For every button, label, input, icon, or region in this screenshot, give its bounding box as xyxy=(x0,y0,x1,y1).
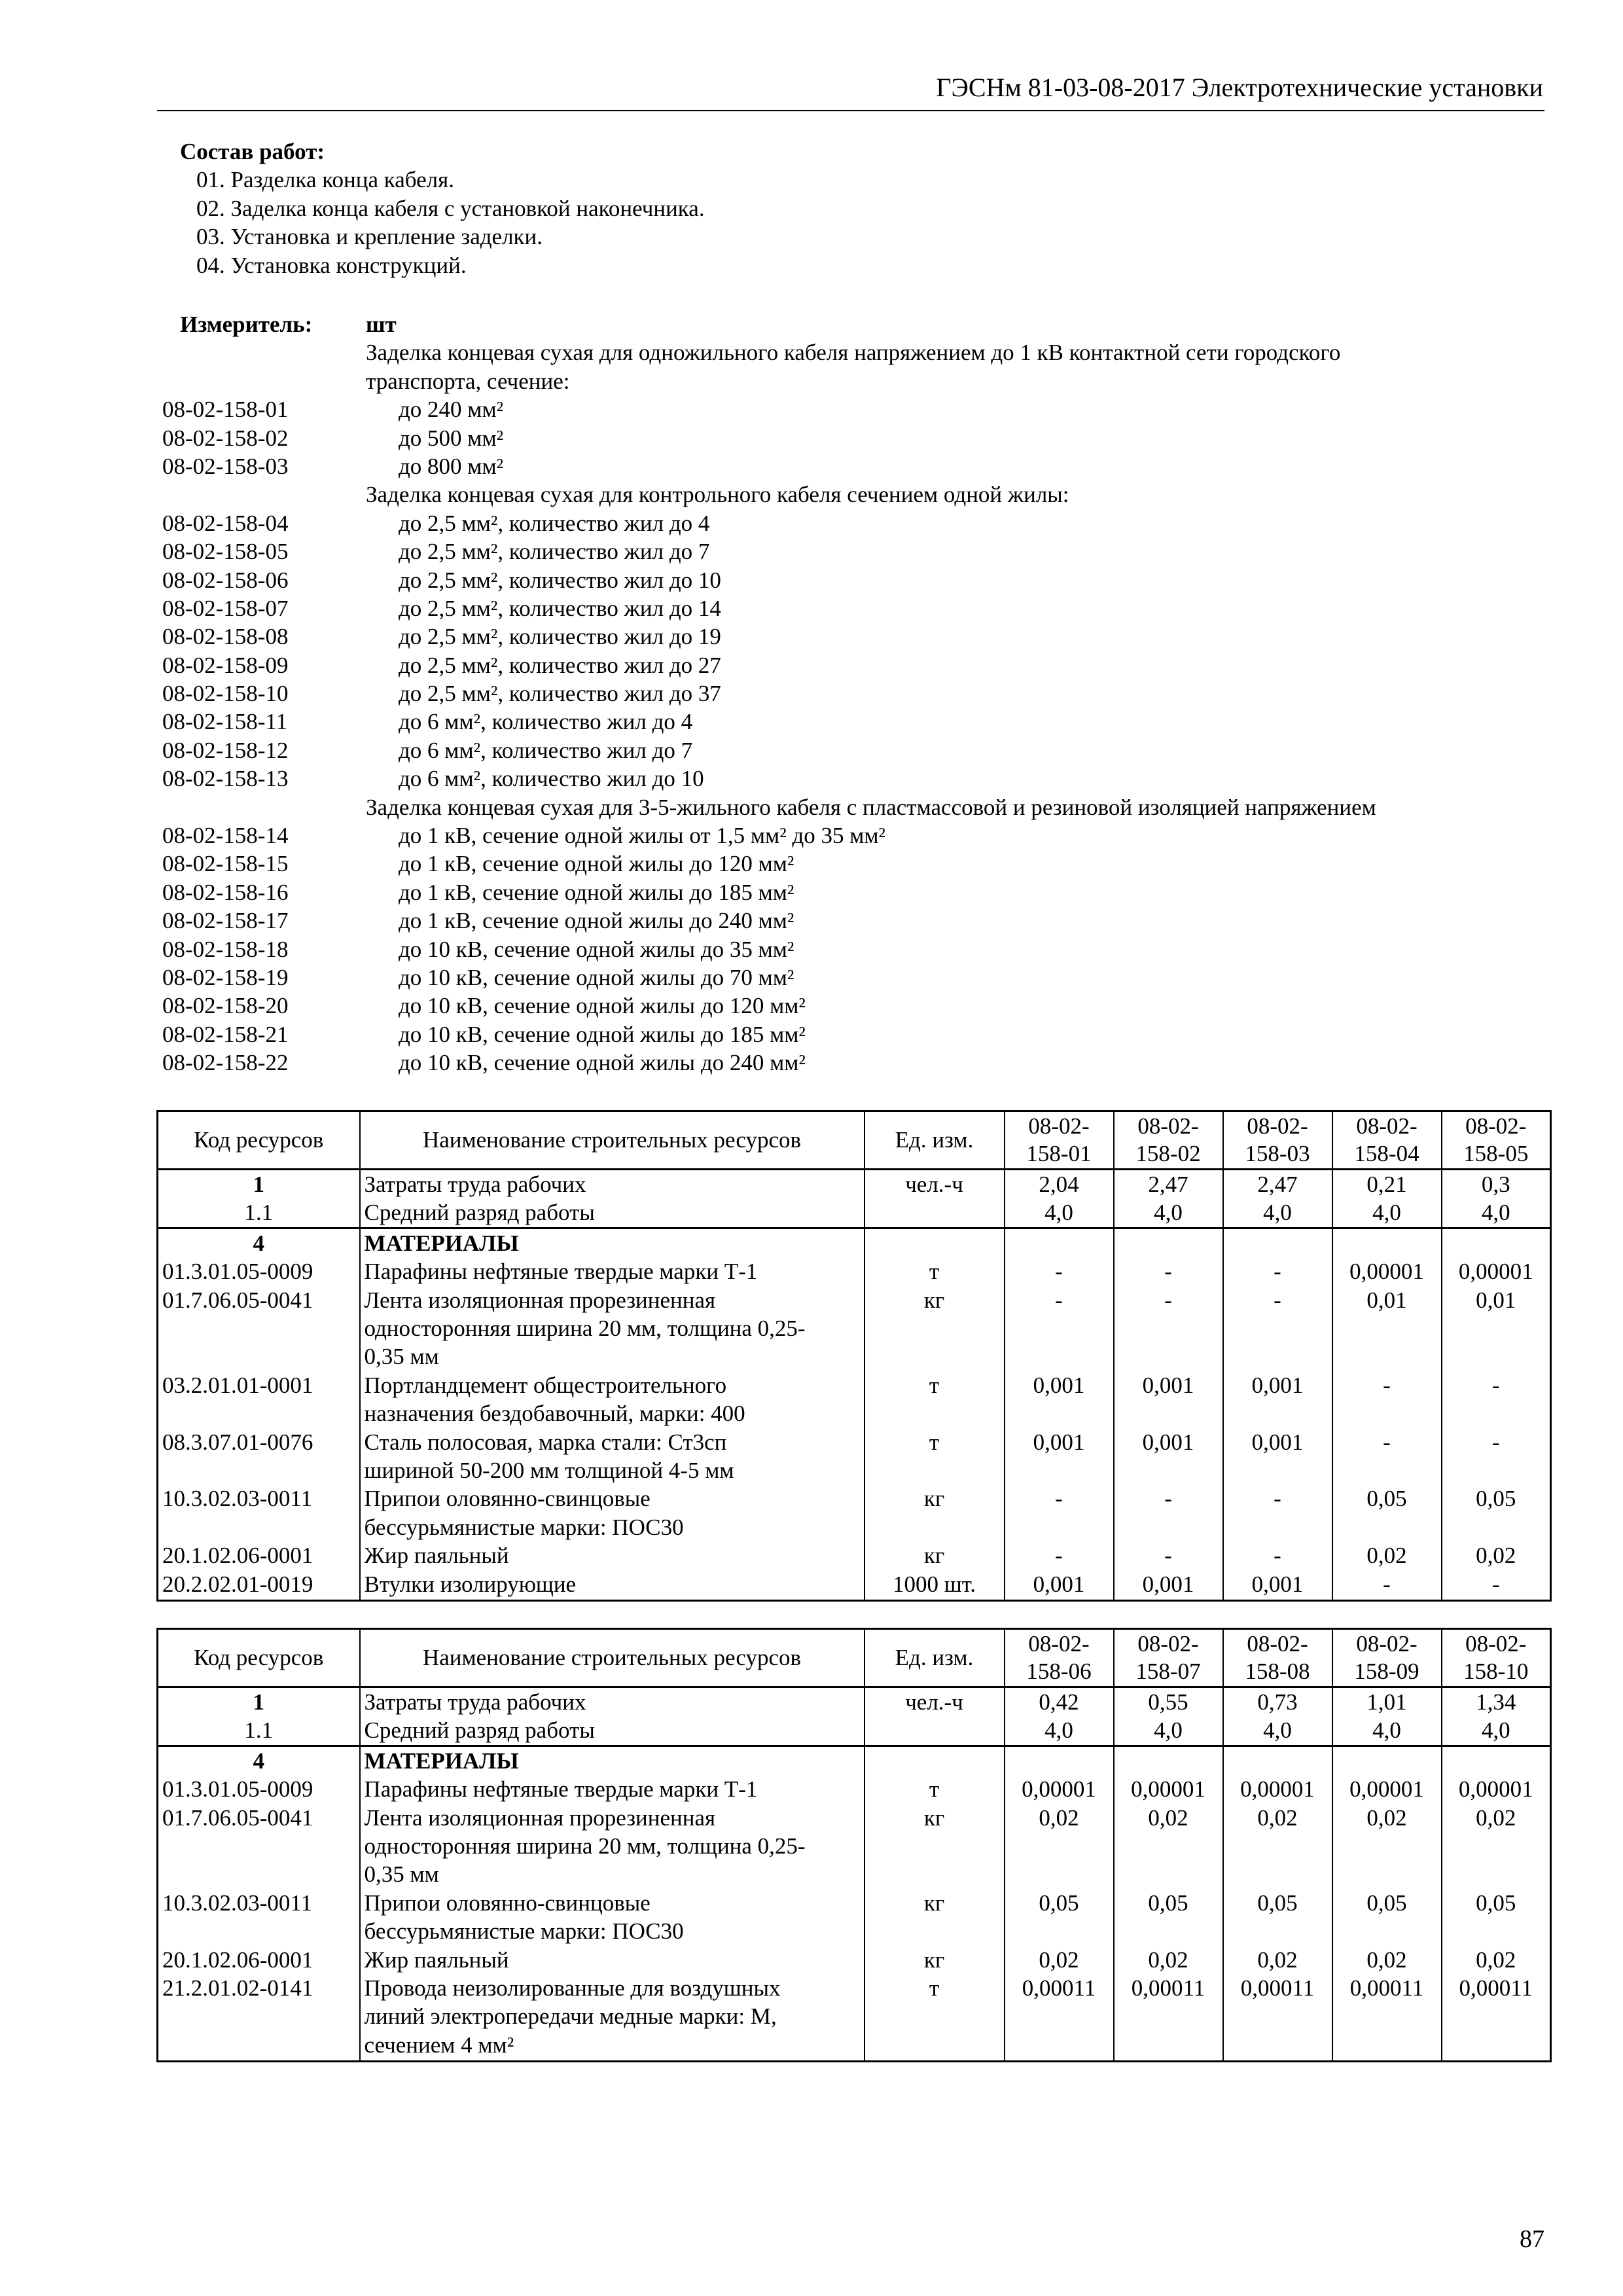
value-cell: - xyxy=(1114,1286,1223,1371)
table-row xyxy=(158,1257,1551,1285)
resource-code: 20.2.02.01-0019 xyxy=(158,1570,360,1601)
work-item: 01. Разделка конца кабеля. xyxy=(196,167,454,193)
value-cell: 0,001 xyxy=(1114,1371,1223,1428)
resource-code: 20.1.02.06-0001 xyxy=(158,1946,360,1974)
value-cell: 4,0 xyxy=(1223,1198,1332,1228)
resource-code: 1.1 xyxy=(158,1716,360,1746)
column-header: Наименование строительных ресурсов xyxy=(360,1629,865,1687)
value-cell: 0,00011 xyxy=(1223,1974,1332,2062)
norm-description: до 2,5 мм², количество жил до 27 xyxy=(399,652,721,678)
value-cell: 4,0 xyxy=(1114,1198,1223,1228)
value-cell: 1,01 xyxy=(1332,1687,1442,1717)
value-cell: - xyxy=(1442,1371,1551,1428)
resource-code: 1 xyxy=(158,1687,360,1717)
resource-name-line: Жир паяльный xyxy=(364,1543,509,1569)
value-cell: 0,02 xyxy=(1442,1541,1551,1570)
resource-code: 1 xyxy=(158,1170,360,1199)
resources-table-2 xyxy=(156,1628,1552,2062)
norm-row xyxy=(162,736,1537,764)
value-cell: 4,0 xyxy=(1223,1716,1332,1746)
norm-row xyxy=(162,992,1537,1020)
resource-code: 01.3.01.05-0009 xyxy=(158,1257,360,1285)
norm-description: до 2,5 мм², количество жил до 37 xyxy=(399,681,721,707)
value-cell: 0,73 xyxy=(1223,1687,1332,1717)
norm-description: до 10 кВ, сечение одной жилы до 185 мм² xyxy=(399,1021,806,1047)
unit: т xyxy=(865,1974,1005,2062)
value-cell: 4,0 xyxy=(1442,1198,1551,1228)
resource-name-line: шириной 50-200 мм толщиной 4-5 мм xyxy=(364,1458,734,1484)
table-row xyxy=(158,1775,1551,1803)
value-cell: 0,01 xyxy=(1442,1286,1551,1371)
value-cell xyxy=(1005,1228,1114,1257)
value-cell: 4,0 xyxy=(1332,1198,1442,1228)
resource-name xyxy=(360,1746,865,1775)
norm-row xyxy=(162,651,1537,679)
column-header: 08-02- 158-08 xyxy=(1223,1629,1332,1687)
value-cell: 0,00011 xyxy=(1332,1974,1442,2062)
resource-name-line: Парафины нефтяные твердые марки Т-1 xyxy=(364,1776,758,1803)
header-row xyxy=(158,1629,1551,1687)
norm-row xyxy=(162,509,1537,537)
value-cell: 1,34 xyxy=(1442,1687,1551,1717)
norm-code: 08-02-158-06 xyxy=(162,567,289,593)
resource-code: 01.3.01.05-0009 xyxy=(158,1775,360,1803)
norm-row xyxy=(162,424,1537,452)
resource-name xyxy=(360,1198,865,1228)
norm-code: 08-02-158-02 xyxy=(162,425,289,451)
column-header: Ед. изм. xyxy=(865,1111,1005,1170)
value-cell: 0,001 xyxy=(1005,1428,1114,1485)
column-header: 08-02- 158-03 xyxy=(1223,1111,1332,1170)
resource-name xyxy=(360,1775,865,1803)
value-cell: - xyxy=(1442,1570,1551,1601)
value-cell: 0,00001 xyxy=(1442,1775,1551,1803)
resource-name xyxy=(360,1371,865,1428)
norm-code: 08-02-158-11 xyxy=(162,709,288,735)
resource-name xyxy=(360,1804,865,1889)
table-row xyxy=(158,1484,1551,1541)
value-cell: 0,00011 xyxy=(1442,1974,1551,2062)
norm-code: 08-02-158-16 xyxy=(162,879,289,905)
resource-name-line: Лента изоляционная прорезиненная xyxy=(364,1804,716,1831)
resource-name-line: 0,35 мм xyxy=(364,1344,439,1370)
resource-name xyxy=(360,1570,865,1601)
resource-name-line: Лента изоляционная прорезиненная xyxy=(364,1287,716,1313)
column-header: 08-02- 158-07 xyxy=(1114,1629,1223,1687)
value-cell xyxy=(1442,1228,1551,1257)
running-header: ГЭСНм 81-03-08-2017 Электротехнические установки xyxy=(936,73,1543,102)
unit: кг xyxy=(865,1484,1005,1541)
value-cell: 0,00001 xyxy=(1442,1257,1551,1285)
norm-description: Заделка концевая сухая для одножильного кабеля напряжением до 1 кВ контактной сети городского xyxy=(366,340,1341,366)
resource-name xyxy=(360,1946,865,1974)
resource-name-line: МАТЕРИАЛЫ xyxy=(364,1748,519,1774)
resource-name-line: Парафины нефтяные твердые марки Т-1 xyxy=(364,1259,758,1285)
resource-name xyxy=(360,1257,865,1285)
norm-description: до 10 кВ, сечение одной жилы до 70 мм² xyxy=(399,964,794,990)
value-cell xyxy=(1114,1746,1223,1775)
unit: т xyxy=(865,1428,1005,1485)
resource-name xyxy=(360,1170,865,1199)
value-cell: 4,0 xyxy=(1442,1716,1551,1746)
resources-table-1 xyxy=(156,1110,1552,1602)
unit: т xyxy=(865,1371,1005,1428)
norm-description: Заделка концевая сухая для 3-5-жильного кабеля с пластмассовой и резиновой изоляцией напряжением xyxy=(366,794,1376,820)
value-cell: - xyxy=(1332,1371,1442,1428)
work-item: 04. Установка конструкций. xyxy=(196,252,467,278)
unit: 1000 шт. xyxy=(865,1570,1005,1601)
value-cell: 0,00001 xyxy=(1223,1775,1332,1803)
value-cell: 0,00001 xyxy=(1005,1775,1114,1803)
unit xyxy=(865,1746,1005,1775)
norm-description: до 2,5 мм², количество жил до 19 xyxy=(399,624,721,650)
unit: чел.-ч xyxy=(865,1170,1005,1199)
norm-code: 08-02-158-12 xyxy=(162,737,289,763)
norm-row xyxy=(162,367,1537,395)
norm-row xyxy=(162,821,1537,850)
table-row xyxy=(158,1170,1551,1199)
value-cell: - xyxy=(1114,1484,1223,1541)
value-cell: 0,3 xyxy=(1442,1170,1551,1199)
unit: кг xyxy=(865,1541,1005,1570)
resource-name-line: Припои оловянно-свинцовые xyxy=(364,1486,651,1512)
norm-code: 08-02-158-05 xyxy=(162,539,289,565)
unit: т xyxy=(865,1775,1005,1803)
measure-unit: шт xyxy=(366,312,397,337)
table-row xyxy=(158,1570,1551,1601)
norm-description: до 6 мм², количество жил до 10 xyxy=(399,766,704,792)
value-cell: 0,02 xyxy=(1114,1804,1223,1889)
value-cell xyxy=(1442,1746,1551,1775)
resource-code: 10.3.02.03-0011 xyxy=(158,1484,360,1541)
resource-name-line: односторонняя ширина 20 мм, толщина 0,25- xyxy=(364,1833,806,1859)
work-composition xyxy=(180,137,705,279)
value-cell xyxy=(1332,1228,1442,1257)
resource-name xyxy=(360,1889,865,1946)
value-cell: - xyxy=(1332,1570,1442,1601)
resource-name-line: односторонняя ширина 20 мм, толщина 0,25- xyxy=(364,1316,806,1342)
value-cell: 0,05 xyxy=(1332,1889,1442,1946)
table-row xyxy=(158,1371,1551,1428)
norm-description: до 10 кВ, сечение одной жилы до 120 мм² xyxy=(399,993,806,1019)
measure-label: Измеритель: xyxy=(180,312,313,337)
norm-row xyxy=(162,452,1537,480)
resource-name xyxy=(360,1228,865,1257)
value-cell: 0,00011 xyxy=(1005,1974,1114,2062)
page-number: 87 xyxy=(1520,2225,1544,2253)
header-divider xyxy=(157,110,1544,111)
value-cell: 4,0 xyxy=(1005,1198,1114,1228)
unit xyxy=(865,1198,1005,1228)
norm-description: до 1 кВ, сечение одной жилы от 1,5 мм² до 35 мм² xyxy=(399,823,886,849)
resource-code: 4 xyxy=(158,1746,360,1775)
value-cell: 0,001 xyxy=(1005,1570,1114,1601)
column-header: 08-02- 158-10 xyxy=(1442,1629,1551,1687)
unit: т xyxy=(865,1257,1005,1285)
work-composition-label: Состав работ: xyxy=(180,139,325,164)
value-cell xyxy=(1005,1746,1114,1775)
norm-row xyxy=(162,679,1537,708)
value-cell: 0,55 xyxy=(1114,1687,1223,1717)
table-row xyxy=(158,1286,1551,1371)
unit xyxy=(865,1716,1005,1746)
value-cell: - xyxy=(1005,1541,1114,1570)
norm-description: до 6 мм², количество жил до 7 xyxy=(399,737,693,763)
norm-row xyxy=(162,906,1537,935)
table-row xyxy=(158,1428,1551,1485)
value-cell: 4,0 xyxy=(1005,1716,1114,1746)
resource-name-line: Сталь полосовая, марка стали: Ст3сп xyxy=(364,1429,727,1455)
resource-name-line: Припои оловянно-свинцовые xyxy=(364,1890,651,1916)
column-header: Код ресурсов xyxy=(158,1629,360,1687)
norm-row xyxy=(162,566,1537,594)
value-cell: - xyxy=(1223,1257,1332,1285)
norm-description: до 1 кВ, сечение одной жилы до 240 мм² xyxy=(399,908,794,934)
norm-row xyxy=(162,1049,1537,1077)
resource-name-line: линий электропередачи медные марки: М, xyxy=(364,2003,777,2030)
value-cell: - xyxy=(1223,1484,1332,1541)
resource-code: 10.3.02.03-0011 xyxy=(158,1889,360,1946)
unit: кг xyxy=(865,1804,1005,1889)
norm-code: 08-02-158-19 xyxy=(162,964,289,990)
norm-description: до 800 мм² xyxy=(399,453,504,479)
value-cell: 0,001 xyxy=(1223,1428,1332,1485)
value-cell: 0,02 xyxy=(1223,1946,1332,1974)
value-cell: 0,02 xyxy=(1005,1946,1114,1974)
resource-name-line: Портландцемент общестроительного xyxy=(364,1372,727,1398)
value-cell: - xyxy=(1332,1428,1442,1485)
norm-description: до 240 мм² xyxy=(399,397,504,423)
norm-row xyxy=(162,878,1537,906)
resource-name-line: сечением 4 мм² xyxy=(364,2032,514,2058)
norm-description: до 6 мм², количество жил до 4 xyxy=(399,709,693,735)
table-row xyxy=(158,1198,1551,1228)
norm-row xyxy=(162,338,1537,367)
norm-code: 08-02-158-17 xyxy=(162,908,289,934)
norm-description: до 10 кВ, сечение одной жилы до 240 мм² xyxy=(399,1050,806,1076)
column-header: 08-02- 158-09 xyxy=(1332,1629,1442,1687)
value-cell: 0,05 xyxy=(1223,1889,1332,1946)
norm-code: 08-02-158-14 xyxy=(162,823,289,849)
value-cell: 0,02 xyxy=(1005,1804,1114,1889)
value-cell: 0,02 xyxy=(1332,1946,1442,1974)
norm-description: до 1 кВ, сечение одной жилы до 185 мм² xyxy=(399,879,794,905)
norm-row xyxy=(162,395,1537,423)
resource-name-line: 0,35 мм xyxy=(364,1861,439,1888)
norm-row xyxy=(162,537,1537,565)
value-cell: 0,02 xyxy=(1442,1946,1551,1974)
norm-row xyxy=(162,708,1537,736)
resource-name xyxy=(360,1484,865,1541)
norm-code: 08-02-158-09 xyxy=(162,652,289,678)
resource-name-line: Средний разряд работы xyxy=(364,1717,595,1744)
table-row xyxy=(158,1889,1551,1946)
value-cell: 0,05 xyxy=(1442,1484,1551,1541)
value-cell: 2,47 xyxy=(1114,1170,1223,1199)
resource-name-line: назначения бездобавочный, марки: 400 xyxy=(364,1401,745,1427)
value-cell: - xyxy=(1442,1428,1551,1485)
value-cell: - xyxy=(1223,1286,1332,1371)
norm-description: до 500 мм² xyxy=(399,425,504,451)
norm-description: до 2,5 мм², количество жил до 4 xyxy=(399,510,710,536)
table-row xyxy=(158,1541,1551,1570)
value-cell: 0,05 xyxy=(1332,1484,1442,1541)
norm-description: Заделка концевая сухая для контрольного кабеля сечением одной жилы: xyxy=(366,482,1069,508)
value-cell: 0,02 xyxy=(1332,1541,1442,1570)
norm-code: 08-02-158-20 xyxy=(162,993,289,1019)
norms-list xyxy=(162,310,1537,1077)
value-cell xyxy=(1223,1746,1332,1775)
unit: кг xyxy=(865,1946,1005,1974)
norm-row xyxy=(162,850,1537,878)
resource-name-line: Затраты труда рабочих xyxy=(364,1689,586,1715)
work-item: 02. Заделка конца кабеля с установкой наконечника. xyxy=(196,195,705,221)
norm-description: транспорта, сечение: xyxy=(366,368,570,394)
resource-code: 1.1 xyxy=(158,1198,360,1228)
resource-name-line: бессурьмянистые марки: ПОС30 xyxy=(364,1514,684,1540)
unit: кг xyxy=(865,1889,1005,1946)
norm-code: 08-02-158-03 xyxy=(162,453,289,479)
norm-row xyxy=(162,480,1537,509)
resource-name xyxy=(360,1428,865,1485)
norm-code: 08-02-158-08 xyxy=(162,624,289,650)
value-cell: 0,01 xyxy=(1332,1286,1442,1371)
value-cell: 0,001 xyxy=(1114,1570,1223,1601)
resource-name xyxy=(360,1541,865,1570)
value-cell: 0,02 xyxy=(1114,1946,1223,1974)
value-cell: 0,00011 xyxy=(1114,1974,1223,2062)
value-cell: 2,04 xyxy=(1005,1170,1114,1199)
value-cell: 2,47 xyxy=(1223,1170,1332,1199)
resource-name xyxy=(360,1716,865,1746)
resource-name-line: МАТЕРИАЛЫ xyxy=(364,1230,519,1256)
table-row xyxy=(158,1687,1551,1717)
value-cell: 0,001 xyxy=(1005,1371,1114,1428)
value-cell: 4,0 xyxy=(1114,1716,1223,1746)
resource-name xyxy=(360,1286,865,1371)
norm-code: 08-02-158-21 xyxy=(162,1021,289,1047)
norm-row xyxy=(162,935,1537,963)
norm-code: 08-02-158-18 xyxy=(162,936,289,962)
resource-name-line: бессурьмянистые марки: ПОС30 xyxy=(364,1918,684,1945)
resource-name-line: Средний разряд работы xyxy=(364,1200,595,1226)
norm-row xyxy=(162,594,1537,622)
value-cell: 0,21 xyxy=(1332,1170,1442,1199)
value-cell xyxy=(1332,1746,1442,1775)
value-cell: 0,001 xyxy=(1223,1371,1332,1428)
resource-code: 20.1.02.06-0001 xyxy=(158,1541,360,1570)
column-header: 08-02- 158-04 xyxy=(1332,1111,1442,1170)
value-cell: 0,001 xyxy=(1114,1428,1223,1485)
value-cell: - xyxy=(1114,1541,1223,1570)
norm-description: до 10 кВ, сечение одной жилы до 35 мм² xyxy=(399,936,794,962)
table-row xyxy=(158,1804,1551,1889)
column-header: Код ресурсов xyxy=(158,1111,360,1170)
value-cell: - xyxy=(1005,1484,1114,1541)
resource-name-line: Провода неизолированные для воздушных xyxy=(364,1975,781,2001)
norm-row xyxy=(162,793,1537,821)
column-header: Ед. изм. xyxy=(865,1629,1005,1687)
table-row xyxy=(158,1746,1551,1775)
norm-row xyxy=(162,764,1537,793)
value-cell: 0,42 xyxy=(1005,1687,1114,1717)
norm-code: 08-02-158-07 xyxy=(162,595,289,621)
value-cell: 0,00001 xyxy=(1332,1775,1442,1803)
value-cell: 0,00001 xyxy=(1332,1257,1442,1285)
value-cell: 0,02 xyxy=(1223,1804,1332,1889)
table-row xyxy=(158,1974,1551,2062)
value-cell xyxy=(1223,1228,1332,1257)
norm-code: 08-02-158-01 xyxy=(162,397,289,423)
work-item: 03. Установка и крепление заделки. xyxy=(196,224,543,250)
unit xyxy=(865,1228,1005,1257)
value-cell: 0,02 xyxy=(1332,1804,1442,1889)
resource-code: 01.7.06.05-0041 xyxy=(158,1286,360,1371)
resource-code: 01.7.06.05-0041 xyxy=(158,1804,360,1889)
resource-name xyxy=(360,1687,865,1717)
column-header: 08-02- 158-01 xyxy=(1005,1111,1114,1170)
norm-code: 08-02-158-10 xyxy=(162,681,289,707)
resource-name xyxy=(360,1974,865,2062)
value-cell: 0,001 xyxy=(1223,1570,1332,1601)
norm-row xyxy=(162,1020,1537,1049)
table-row xyxy=(158,1716,1551,1746)
resource-code: 08.3.07.01-0076 xyxy=(158,1428,360,1485)
resource-code: 21.2.01.02-0141 xyxy=(158,1974,360,2062)
value-cell: 0,05 xyxy=(1005,1889,1114,1946)
value-cell: - xyxy=(1223,1541,1332,1570)
resource-name-line: Втулки изолирующие xyxy=(364,1571,577,1597)
value-cell: 0,00001 xyxy=(1114,1775,1223,1803)
norm-description: до 2,5 мм², количество жил до 10 xyxy=(399,567,721,593)
unit: чел.-ч xyxy=(865,1687,1005,1717)
value-cell: 0,05 xyxy=(1442,1889,1551,1946)
norm-description: до 2,5 мм², количество жил до 14 xyxy=(399,595,721,621)
norm-code: 08-02-158-04 xyxy=(162,510,289,536)
norm-description: до 1 кВ, сечение одной жилы до 120 мм² xyxy=(399,851,794,877)
resource-code: 03.2.01.01-0001 xyxy=(158,1371,360,1428)
norm-code: 08-02-158-15 xyxy=(162,851,289,877)
column-header: Наименование строительных ресурсов xyxy=(360,1111,865,1170)
value-cell: 0,02 xyxy=(1442,1804,1551,1889)
table-row xyxy=(158,1946,1551,1974)
resource-name-line: Затраты труда рабочих xyxy=(364,1172,586,1197)
resource-code: 4 xyxy=(158,1228,360,1257)
column-header: 08-02- 158-02 xyxy=(1114,1111,1223,1170)
column-header: 08-02- 158-05 xyxy=(1442,1111,1551,1170)
value-cell: 4,0 xyxy=(1332,1716,1442,1746)
table-row xyxy=(158,1228,1551,1257)
value-cell: - xyxy=(1114,1257,1223,1285)
norm-description: до 2,5 мм², количество жил до 7 xyxy=(399,539,710,565)
header-row xyxy=(158,1111,1551,1170)
column-header: 08-02- 158-06 xyxy=(1005,1629,1114,1687)
unit: кг xyxy=(865,1286,1005,1371)
norm-code: 08-02-158-22 xyxy=(162,1050,289,1076)
value-cell: - xyxy=(1005,1286,1114,1371)
norm-row xyxy=(162,963,1537,992)
norm-code: 08-02-158-13 xyxy=(162,766,289,792)
value-cell: 0,05 xyxy=(1114,1889,1223,1946)
norm-row xyxy=(162,622,1537,651)
resource-name-line: Жир паяльный xyxy=(364,1946,509,1973)
value-cell xyxy=(1114,1228,1223,1257)
value-cell: - xyxy=(1005,1257,1114,1285)
